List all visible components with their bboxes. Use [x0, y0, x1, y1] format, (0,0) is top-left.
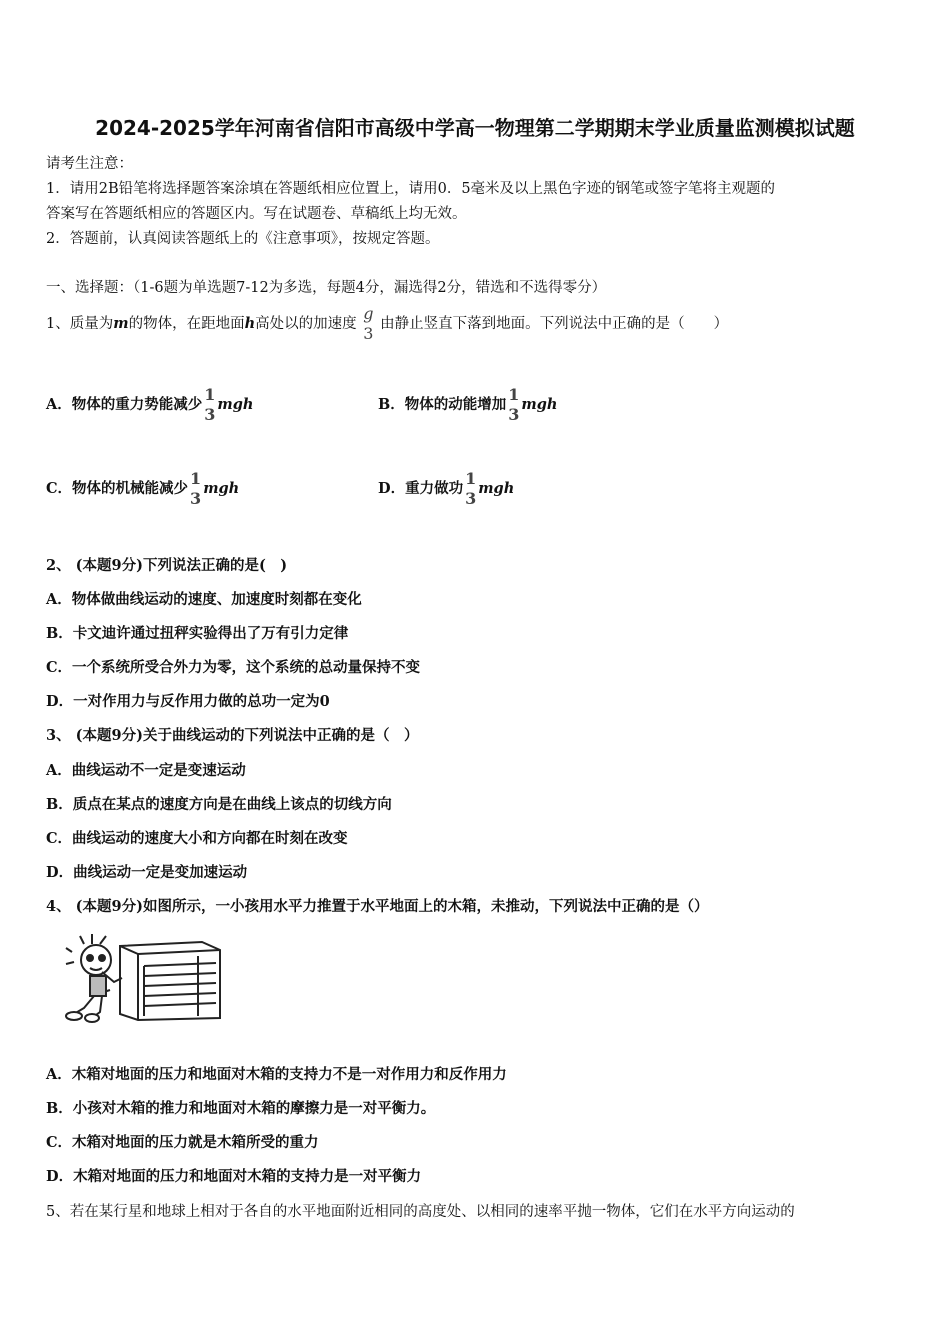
q4-option-a: A．木箱对地面的压力和地面对木箱的支持力不是一对作用力和反作用力 — [46, 1066, 507, 1083]
q1-acceleration-fraction — [363, 306, 373, 342]
section-heading: 一、选择题：（1-6题为单选题7-12为多选，每题4分，漏选得2分，错选和不选得零分） — [46, 280, 607, 296]
notice-item-1a: 1．请用2B铅笔将选择题答案涂填在答题纸相应位置上，请用0．5毫米及以上黑色字迹的钢笔或签字笔将主观题的 — [46, 181, 776, 197]
frac-den: 3 — [190, 489, 202, 508]
question-3-stem: 3、 (本题9分)关于曲线运动的下列说法中正确的是（ ） — [46, 727, 419, 744]
q1-option-b — [378, 387, 557, 423]
fraction-one-third — [508, 387, 519, 423]
frac-den: 3 — [508, 405, 520, 424]
q1-option-a — [46, 387, 253, 423]
notice-item-1b: 答案写在答题纸相应的答题区内。写在试题卷、草稿纸上均无效。 — [46, 206, 467, 222]
frac-den: 3 — [465, 489, 477, 508]
q2-option-b: B．卡文迪许通过扭秤实验得出了万有引力定律 — [46, 625, 349, 642]
mgh-text: mgh — [478, 480, 515, 497]
q1-option-c — [46, 471, 239, 507]
q1-var-h: h — [244, 315, 256, 332]
child-pushing-box-figure — [62, 932, 224, 1024]
q1-mid: 的物体，在距地面 — [128, 316, 245, 332]
frac-num: 1 — [204, 385, 216, 404]
mgh-text: mgh — [217, 396, 254, 413]
page-title: 2024-2025学年河南省信阳市高级中学高一物理第二学期期末学业质量监测模拟试题 — [95, 116, 855, 140]
q4-option-d: D．木箱对地面的压力和地面对木箱的支持力是一对平衡力 — [46, 1168, 422, 1185]
question-5-stem: 5、若在某行星和地球上相对于各自的水平地面附近相同的高度处、以相同的速率平抛一物体，它们在水平方向运动的 — [46, 1204, 795, 1220]
frac-den: 3 — [363, 324, 374, 343]
question-1-stem — [46, 306, 728, 342]
child — [66, 934, 122, 1022]
frac-den: 3 — [204, 405, 216, 424]
q3-option-a: A．曲线运动不一定是变速运动 — [46, 762, 246, 779]
q2-option-d: D．一对作用力与反作用力做的总功一定为0 — [46, 693, 330, 710]
q3-option-b: B．质点在某点的速度方向是在曲线上该点的切线方向 — [46, 796, 392, 813]
frac-num: g — [363, 304, 374, 323]
question-4-stem: 4、 (本题9分)如图所示，一小孩用水平力推置于水平地面上的木箱，未推动，下列说法中正确的是（） — [46, 898, 709, 915]
q4-option-c: C．木箱对地面的压力就是木箱所受的重力 — [46, 1134, 319, 1151]
q2-option-a: A．物体做曲线运动的速度、加速度时刻都在变化 — [46, 591, 362, 608]
q4-option-b: B．小孩对木箱的推力和地面对木箱的摩擦力是一对平衡力。 — [46, 1100, 436, 1117]
frac-num: 1 — [190, 469, 202, 488]
q3-option-c: C．曲线运动的速度大小和方向都在时刻在改变 — [46, 830, 348, 847]
q1-var-m: m — [113, 315, 129, 332]
q3-option-d: D．曲线运动一定是变加速运动 — [46, 864, 248, 881]
mgh-text: mgh — [521, 396, 558, 413]
fraction-one-third — [465, 471, 476, 507]
mgh-text: mgh — [203, 480, 240, 497]
notice-heading: 请考生注意： — [46, 156, 133, 172]
option-b-text: B．物体的动能增加 — [378, 396, 507, 413]
question-2-stem: 2、 (本题9分)下列说法正确的是( ) — [46, 557, 288, 574]
option-c-text: C．物体的机械能减少 — [46, 480, 189, 497]
frac-num: 1 — [508, 385, 520, 404]
q2-option-c: C．一个系统所受合外力为零，这个系统的总动量保持不变 — [46, 659, 421, 676]
notice-item-2: 2．答题前，认真阅读答题纸上的《注意事项》，按规定答题。 — [46, 231, 440, 247]
option-a-text: A．物体的重力势能减少 — [46, 396, 203, 413]
wooden-box — [120, 942, 220, 1020]
option-d-text: D．重力做功 — [378, 480, 464, 497]
frac-num: 1 — [465, 469, 477, 488]
q1-post: 由静止竖直下落到地面。下列说法中正确的是（ ） — [380, 316, 729, 332]
fraction-one-third — [190, 471, 201, 507]
q1-mid2: 高处以的加速度 — [255, 316, 357, 332]
fraction-one-third — [204, 387, 215, 423]
q1-pre: 1、质量为 — [46, 316, 114, 332]
q1-option-d — [378, 471, 514, 507]
